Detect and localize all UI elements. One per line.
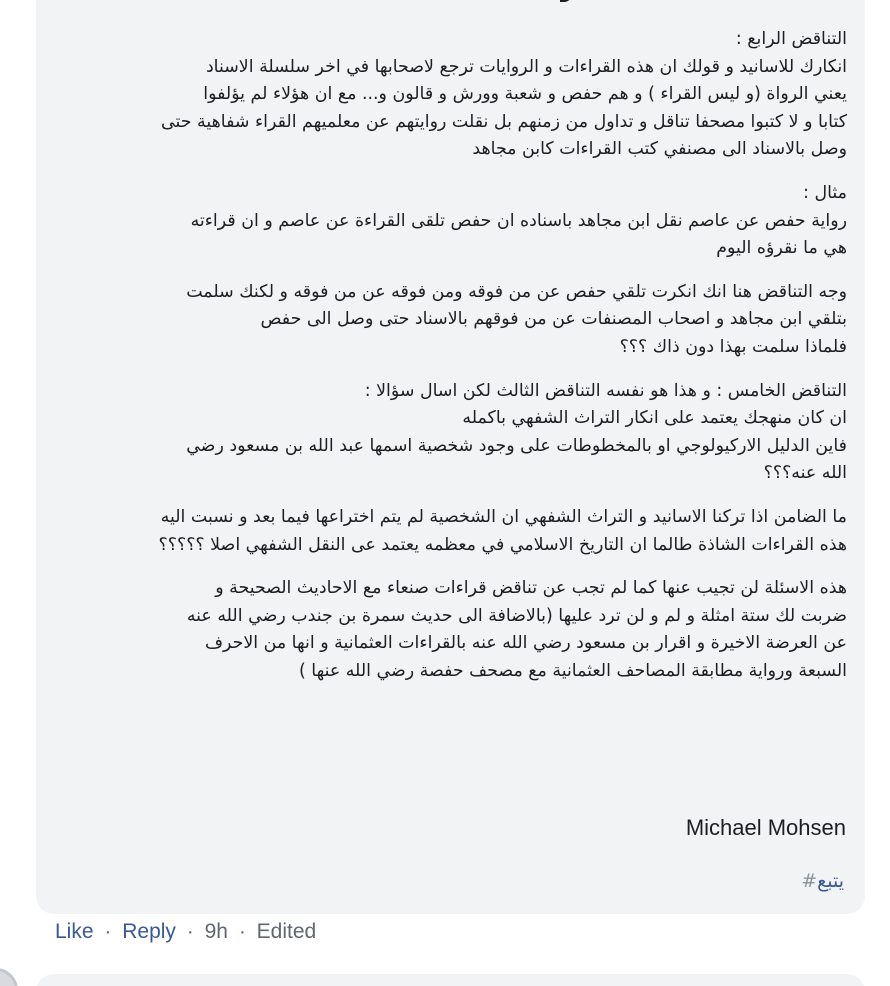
comment-line: هي ما نقرؤه اليوم bbox=[716, 238, 847, 259]
comment-actions bbox=[55, 920, 316, 944]
comment-line: ما الضامن اذا تركنا الاسانيد و التراث الشفهي ان الشخصية لم يتم اختراعها فيما بعد و نسبت اليه bbox=[160, 506, 847, 527]
separator-dot: · bbox=[186, 920, 194, 943]
comment-paragraph bbox=[50, 378, 847, 488]
reply-button[interactable]: Reply bbox=[122, 920, 176, 943]
comment-line: فاين الدليل الاركيولوجي او بالمخطوطات على وجود شخصية اسمها عبد الله بن مسعود رضي bbox=[186, 435, 847, 456]
comment-line: هذه القراءات الشاذة طالما ان التاريخ الاسلامي في معظمه يعتمد عى النقل الشفهي اصلا ؟؟؟؟؟ bbox=[158, 534, 847, 555]
hashtag-symbol: # bbox=[801, 870, 818, 892]
avatar[interactable] bbox=[0, 968, 18, 986]
comment-line: يعني الرواة (و ليس القراء ) و هم حفص و شعبة وورش و قالون و... مع ان هؤلاء لم يؤلفوا bbox=[203, 84, 847, 105]
comment-paragraph bbox=[50, 504, 847, 559]
comment-line: كتابا و لا كتبوا مصحفا تناقل و تداول من زمنهم بل نقلت روايتهم عن معلميهم القراء شفاهية حتى bbox=[161, 111, 847, 132]
comment-line: فلماذا سلمت بهذا دون ذاك ؟؟؟ bbox=[619, 336, 847, 357]
comment-paragraph bbox=[50, 180, 847, 263]
comment-paragraph bbox=[50, 26, 847, 164]
comment-line: هذه الاسئلة لن تجيب عنها كما لم تجب عن تناقض قراءات صنعاء مع الاحاديث الصحيحة و bbox=[215, 578, 847, 599]
separator-dot: · bbox=[238, 920, 246, 943]
comment-line: التناقض الرابع : bbox=[735, 29, 847, 49]
comment-line: انكارك للاسانيد و قولك ان هذه القراءات و الروايات ترجع لاصحابها في اخر سلسلة الاسناد bbox=[205, 56, 847, 77]
comment-line: ان كان منهجك يعتمد على انكار التراث الشفهي باكمله bbox=[462, 408, 847, 429]
comment-line: التناقض الخامس : و هذا هو نفسه التناقض الثالث لكن اسال سؤالا : bbox=[364, 380, 847, 401]
next-comment-bubble bbox=[36, 974, 865, 986]
comment-line: رواية حفص عن عاصم نقل ابن مجاهد باسناده ان حفص تلقى القراءة عن عاصم و ان قراءته bbox=[190, 210, 847, 231]
hashtag-text: يتبع bbox=[817, 870, 844, 892]
hashtag-link[interactable] bbox=[801, 870, 844, 892]
comment-paragraph bbox=[50, 279, 847, 362]
comment-line: بتلقي ابن مجاهد و اصحاب المصنفات عن من فوقهم بالاسناد حتى وصل الى حفص bbox=[260, 309, 847, 330]
comment-line: الله عنه؟؟؟ bbox=[763, 463, 847, 484]
author-signature: Michael Mohsen bbox=[685, 815, 846, 840]
separator-dot: · bbox=[104, 920, 112, 943]
comment-line: عن العرضة الاخيرة و اقرار بن مسعود رضي الله عنه بالقراءات العثمانية و انها من الاحرف bbox=[204, 633, 847, 654]
comment-line: السبعة ورواية مطابقة المصاحف العثمانية مع مصحف حفصة رضي الله عنها ) bbox=[298, 660, 847, 681]
comment-line: مثال : bbox=[803, 182, 847, 203]
comment-line: ضربت لك ستة امثلة و لم و لن ترد عليها (بالاضافة الى حديث سمرة بن جندب رضي الله عنه bbox=[186, 605, 847, 626]
comment-line: وصل بالاسناد الى مصنفي كتب القراءات كابن مجاهد bbox=[472, 139, 847, 160]
comment-body bbox=[50, 26, 847, 701]
edited-label[interactable]: Edited bbox=[256, 920, 317, 943]
like-button[interactable]: Like bbox=[55, 920, 94, 943]
comment-line: وجه التناقض هنا انك انكرت تلقي حفص عن من فوقه ومن فوقه عن من فوقه و لكنك سلمت bbox=[186, 281, 847, 302]
comment-timestamp[interactable]: 9h bbox=[204, 920, 228, 943]
comment-paragraph bbox=[50, 575, 847, 685]
